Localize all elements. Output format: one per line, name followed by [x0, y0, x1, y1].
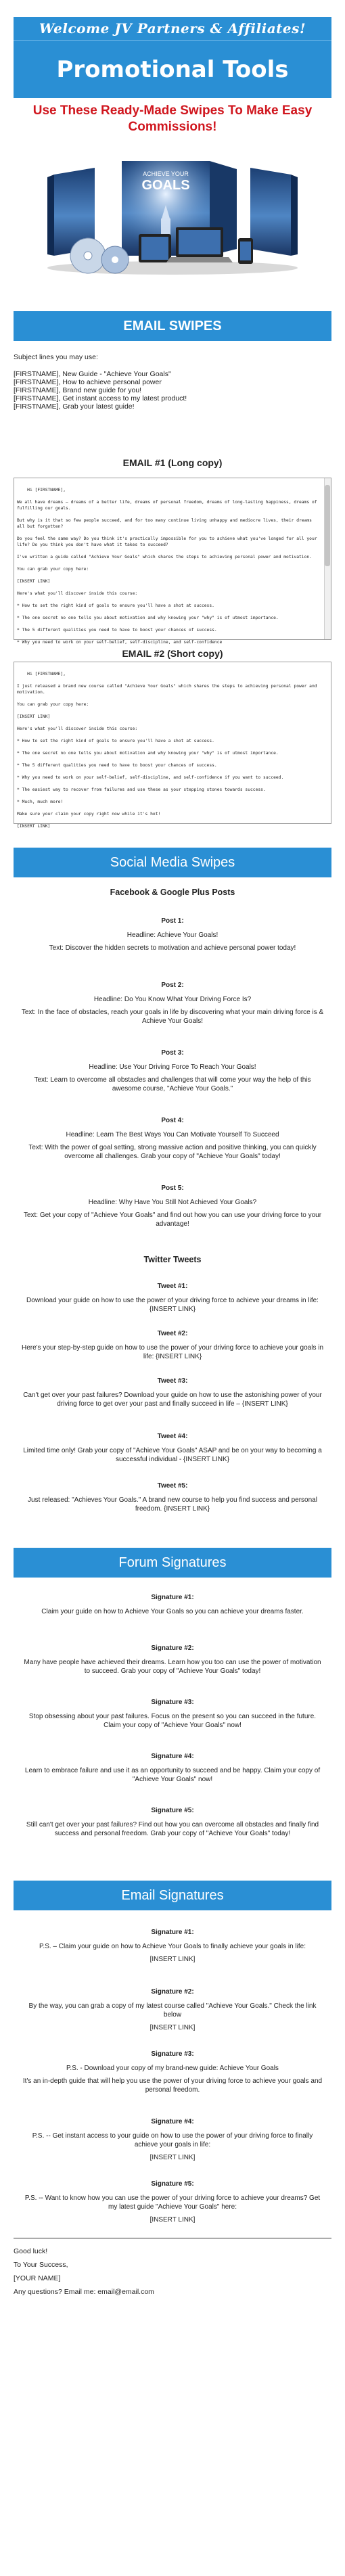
social-post: [20, 1184, 325, 1228]
email-signature: [20, 2117, 325, 2162]
social-post: [20, 1116, 325, 1161]
post-headline: Headline: Achieve Your Goals!: [127, 932, 218, 939]
footer-line: [YOUR NAME]: [14, 2274, 61, 2282]
post-headline: Headline: Do You Know What Your Driving Force Is?: [93, 996, 252, 1003]
signature-label: Signature #2:: [151, 1644, 194, 1652]
signature-text: By the way, you can grab a copy of my latest course called "Achieve Your Goals." Check the link below: [28, 2002, 317, 2019]
post-text: Text: In the face of obstacles, reach your goals in life by discovering what your main driving force is & Achieve Your Goals!: [21, 1009, 324, 1025]
subject-line: [FIRSTNAME], Grab your latest guide!: [14, 402, 135, 411]
scrollbar-thumb[interactable]: [325, 485, 330, 566]
tweet: [20, 1432, 325, 1464]
signature-label: Signature #3:: [151, 1699, 194, 1706]
subject-line: [FIRSTNAME], How to achieve personal power: [14, 378, 162, 386]
signature-text: P.S. – Claim your guide on how to Achieve Your Goals to finally achieve your goals in life:: [39, 1943, 306, 1950]
signature-label: Signature #5:: [151, 2180, 194, 2188]
social-swipes-header: Social Media Swipes: [14, 848, 331, 877]
laptop-device-icon: [166, 227, 233, 262]
email-swipes-header: EMAIL SWIPES: [14, 311, 331, 341]
signature-label: Signature #3:: [151, 2050, 194, 2058]
tweet-text: Just released: "Achieves Your Goals." A brand new course to help you find success and personal freedom. {INSERT LINK}: [28, 1496, 317, 1513]
signature-text: Learn to embrace failure and use it as an opportunity to succeed and be happy. Claim your copy of "Achieve Your Goals" now!: [24, 1767, 321, 1783]
signature-text: Still can't get over your past failures? Find out how you can overcome all obstacles and finally find success and personal freedom. Grab your copy of "Achieve Your Goals" today!: [26, 1821, 319, 1837]
email-1-textarea[interactable]: [14, 478, 331, 645]
email-1-heading: EMAIL #1 (Long copy): [122, 457, 223, 468]
social-post: [20, 917, 325, 952]
email-1-scrollbar[interactable]: [324, 478, 331, 639]
signature-text: Stop obsessing about your past failures. Focus on the present so you can succeed in the future. Claim your copy of "Achieve Your Goals" now!: [28, 1713, 317, 1729]
signature-label: Signature #1:: [151, 1929, 194, 1936]
twitter-tweets-heading: Twitter Tweets: [143, 1255, 202, 1264]
signature-text: Many have people have achieved their dreams. Learn how you too can use the power of motivation to succeed. Grab your copy of "Achieve Your Goals" today!: [24, 1659, 321, 1675]
signature-text: Claim your guide on how to Achieve Your Goals so you can achieve your dreams faster.: [41, 1608, 304, 1615]
post-text: Text: With the power of goal setting, strong massive action and positive thinking, you can quickly overcome all challenges. Grab your copy of "Achieve Your Goals" today!: [28, 1144, 317, 1160]
tweet: [20, 1329, 325, 1361]
signature-label: Signature #2:: [151, 1988, 194, 1996]
forum-signature: [20, 1752, 325, 1784]
forum-signature: [20, 1593, 325, 1616]
signature-label: Signature #4:: [151, 2118, 194, 2125]
forum-signature: [20, 1644, 325, 1676]
post-label: Post 3:: [161, 1049, 184, 1057]
email-signatures-header: Email Signatures: [14, 1881, 331, 1910]
phone-device-icon: [238, 238, 253, 264]
subject-line: [FIRSTNAME], Brand new guide for you!: [14, 386, 142, 394]
post-text: Text: Get your copy of "Achieve Your Goals" and find out how you can use your driving force to your advantage!: [23, 1212, 322, 1228]
welcome-banner: Welcome JV Partners & Affiliates!: [14, 17, 331, 40]
tweet-text: Can't get over your past failures? Download your guide on how to use the astonishing power of your driving force to get over your past and finally succeed in life – {INSERT LINK}: [23, 1392, 322, 1408]
email-signature: [20, 2180, 325, 2224]
post-label: Post 5:: [161, 1184, 184, 1192]
signature-link: [INSERT LINK]: [150, 2024, 196, 2031]
footer: [14, 2247, 331, 2301]
signature-label: Signature #5:: [151, 1807, 194, 1814]
subject-lines-intro: Subject lines you may use:: [14, 353, 98, 361]
post-label: Post 1:: [161, 917, 184, 925]
tweet: [20, 1282, 325, 1314]
page-subtitle: Use These Ready-Made Swipes To Make Easy Commissions!: [32, 104, 313, 134]
footer-line: To Your Success,: [14, 2261, 68, 2269]
cover-title-text: GOALS: [141, 178, 190, 193]
product-bundle-image: [41, 147, 304, 276]
signature-label: Signature #4:: [151, 1753, 194, 1760]
email-2-heading: EMAIL #2 (Short copy): [122, 648, 223, 659]
forum-signature: [20, 1698, 325, 1730]
signature-link: [INSERT LINK]: [150, 2154, 196, 2161]
tweet-label: Tweet #3:: [157, 1377, 188, 1385]
social-post: [20, 1049, 325, 1093]
signature-text: P.S. - Download your copy of my brand-new guide: Achieve Your Goals: [66, 2065, 279, 2072]
signature-text: P.S. -- Get instant access to your guide on how to use the power of your driving force to finally achieve your goals in life:: [32, 2132, 313, 2148]
facebook-posts-heading: Facebook & Google Plus Posts: [110, 888, 235, 897]
post-label: Post 4:: [161, 1117, 184, 1124]
signature-link: [INSERT LINK]: [150, 1956, 196, 1963]
cover-top-text: ACHIEVE YOUR: [143, 170, 189, 177]
email-signature: [20, 1987, 325, 2032]
cd-disc-icon: [70, 238, 129, 273]
email-2-textarea[interactable]: [14, 662, 331, 829]
tweet-label: Tweet #1:: [157, 1283, 188, 1290]
footer-contact: Any questions? Email me: email@email.com: [14, 2288, 154, 2296]
post-headline: Headline: Use Your Driving Force To Reach Your Goals!: [89, 1063, 256, 1071]
signature-text: P.S. -- Want to know how you can use the power of your driving force to achieve your dreams? Get my latest guide "Achieve Your Goals" here:: [24, 2194, 321, 2211]
tweet-text: Download your guide on how to use the power of your driving force to achieve your dreams in life: {INSERT LINK}: [26, 1297, 319, 1313]
forum-signatures-header: Forum Signatures: [14, 1548, 331, 1578]
post-text: Text: Discover the hidden secrets to motivation and achieve personal power today!: [49, 944, 296, 952]
tweet-label: Tweet #4:: [157, 1433, 188, 1440]
subject-line: [FIRSTNAME], New Guide - "Achieve Your Goals": [14, 370, 171, 378]
email-signature: [20, 1928, 325, 1964]
tweet-label: Tweet #5:: [157, 1482, 188, 1490]
email-signature: [20, 2050, 325, 2094]
email-1-body: Hi [FIRSTNAME], We all have dreams – dreams of a better life, dreams of personal freedom, dreams of long-lasting happiness, dreams of fulfilling our goals. But why is it that so few people succeed, and for too many continue living unhappy and mediocre lives, their dreams all but forgotten? Do you feel the same way? Do you think it's practically impossible for you to achieve what you've longed for all your life? Do you think you don't have what it takes to succeed? I've written a guide called "Achieve Your Goals" which shares the steps to achieving personal power and motivation. You can grab your copy here: [INSERT LINK] Here's what you'll discover inside this course: * How to set the right kind of goals to ensure you'll have a shot at success. * The one secret no one tells you about motivation and why knowing your "why" is of utmost importance. * The 5 different qualities you need to have to boost your chances of success. * Why you need to work on your self-belief, self-discipline, and self-confidence: [17, 488, 317, 645]
post-headline: Headline: Learn The Best Ways You Can Motivate Yourself To Succeed: [66, 1131, 279, 1138]
tweet-label: Tweet #2:: [157, 1330, 188, 1337]
social-post: [20, 981, 325, 1026]
tweet-text: Here's your step-by-step guide on how to use the power of your driving force to achieve your goals in life: {INSERT LINK}: [21, 1344, 324, 1360]
book-cover-right: [250, 168, 298, 256]
post-label: Post 2:: [161, 982, 184, 989]
signature-label: Signature #1:: [151, 1594, 194, 1601]
tweet-text: Limited time only! Grab your copy of "Achieve Your Goals" ASAP and be on your way to becoming a successful individual - {INSERT LINK}: [23, 1447, 322, 1463]
subject-line: [FIRSTNAME], Get instant access to my latest product!: [14, 394, 187, 402]
tweet: [20, 1481, 325, 1513]
tablet-device-icon: [139, 234, 171, 262]
post-headline: Headline: Why Have You Still Not Achieved Your Goals?: [88, 1199, 257, 1206]
tweet: [20, 1377, 325, 1408]
page-title: Promotional Tools: [14, 40, 331, 98]
email-2-body: Hi [FIRSTNAME], I just released a brand new course called "Achieve Your Goals" which shares the steps to achieving personal power and motivation. You can grab your copy here: [INSERT LINK] Here's what you'll discover inside this course: * How to set the right kind of goals to ensure you'll have a shot at success. * The one secret no one tells you about motivation and why knowing your "why" is of utmost importance. * The 5 different qualities you need to have to boost your chances of success. * Why you need to work on your self-belief, self-discipline, and self-confidence if you want to succeed. * The easiest way to recover from failures and use these as your stepping stones towards success. * Much, much more! Make sure your claim your copy right now while it's hot! [INSERT LINK]: [17, 672, 317, 829]
subject-lines-list: [14, 370, 331, 411]
forum-signature: [20, 1806, 325, 1838]
footer-line: Good luck!: [14, 2247, 48, 2255]
signature-text-2: It's an in-depth guide that will help you use the power of your driving force to achieve your goals and personal freedom.: [22, 2077, 323, 2094]
signature-link: [INSERT LINK]: [150, 2216, 196, 2224]
post-text: Text: Learn to overcome all obstacles and challenges that will come your way the help of this awesome course, "Achieve Your Goals.": [34, 1076, 311, 1092]
